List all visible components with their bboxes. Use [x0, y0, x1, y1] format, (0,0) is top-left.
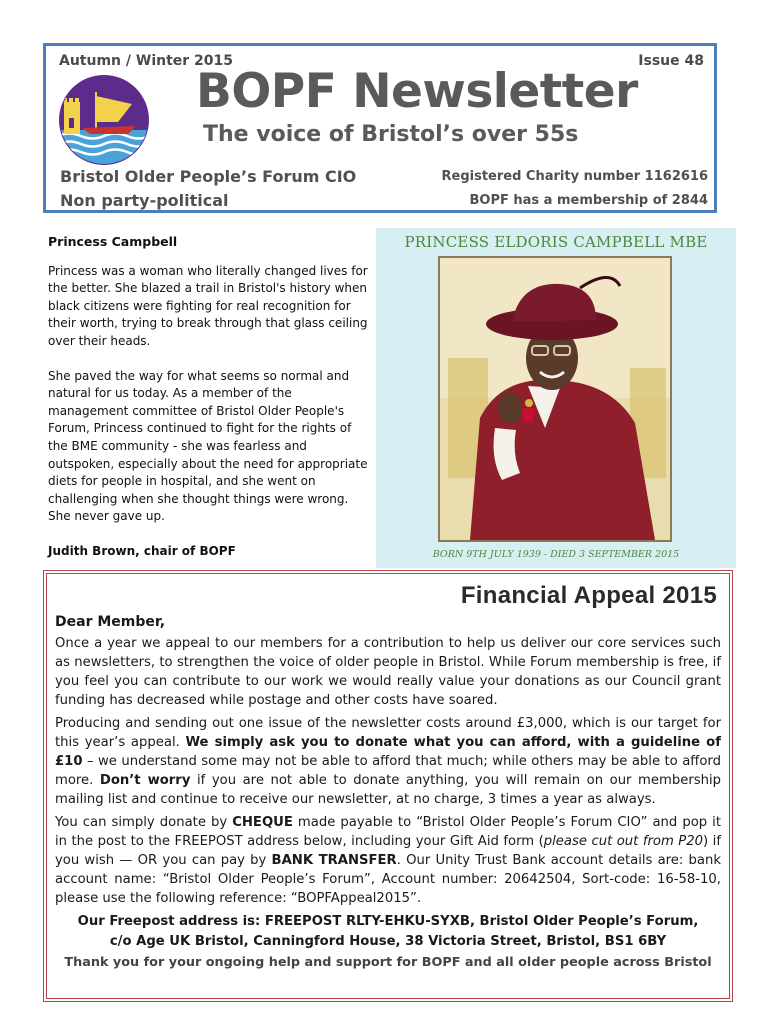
freepost-line-1: Our Freepost address is: FREEPOST RLTY-EHKU-SYXB, Bristol Older People’s Forum, — [77, 914, 699, 929]
appeal-title: Financial Appeal 2015 — [460, 582, 717, 609]
newsletter-title: BOPF Newsletter — [196, 64, 638, 119]
charity-number: Registered Charity number 1162616 — [441, 169, 708, 184]
tribute-paragraph-1: Princess was a woman who literally changed lives for the better. She blazed a trail in Bristol's history when black citizens were fighting for real recognition for their worth, trying to break through that glass ceiling over their heads. — [48, 263, 368, 348]
appeal-p2-guideline: We simply ask you to donate what you can afford, with a guideline of £10 — [55, 735, 721, 769]
issue-number: Issue 48 — [638, 53, 704, 69]
appeal-paragraph-1: Once a year we appeal to our members for a contribution to help us deliver our core services such as newsletters, to strengthen the voice of older people in Bristol. While Forum membership is free, if you feel you can contribute to our work we would really value your donations as our Council grant funding has decreased while postage and other costs have soared. — [55, 636, 721, 708]
appeal-p2-dont-worry: Don’t worry — [99, 773, 191, 788]
tribute-paragraph-2: She paved the way for what seems so normal and natural for us today. As a member of the management committee of Bristol Older People's Forum, Princess continued to fight for the rights of the BME community - she was fearless and outspoken, especially about the need for appropriate diets for people in hospital, and she went on challenging when she thought things were wrong. She never gave up. — [48, 368, 368, 524]
newsletter-subtitle: The voice of Bristol’s over 55s — [203, 122, 579, 147]
tribute-signature: Judith Brown, chair of BOPF — [48, 543, 236, 558]
freepost-address — [55, 912, 721, 952]
appeal-p3-bank-transfer: BANK TRANSFER — [271, 853, 397, 868]
appeal-p2-text-c: if you are not able to donate anything, you will remain on our membership mailing list and continue to receive our newsletter, at no charge, 3 times a year as always. — [55, 773, 722, 807]
appeal-p3-text-d: . Our Unity Trust Bank account details are: bank account name: “Bristol Older People’s Forum”, Account number: 20642504, Sort-code: 16-58-10, please use the following reference: “BOPFAppeal2015”. — [55, 853, 721, 906]
appeal-p3-text-a: You can simply donate by — [55, 815, 233, 830]
freepost-line-2: c/o Age UK Bristol, Canningford House, 38 Victoria Street, Bristol, BS1 6BY — [109, 934, 667, 949]
tribute-heading: Princess Campbell — [48, 234, 178, 249]
financial-appeal-box — [43, 570, 733, 1002]
non-party-label: Non party-political — [60, 191, 229, 210]
appeal-p3-text-c: ) if you wish — OR you can pay by — [55, 834, 721, 868]
appeal-p3-text-b: made payable to “Bristol Older People’s Forum CIO” and pop it in the post to the FREEPOST address below, including your Gift Aid form ( — [55, 815, 722, 849]
photo-caption-name: PRINCESS ELDORIS CAMPBELL MBE — [404, 233, 708, 251]
portrait-photo — [438, 256, 672, 542]
photo-caption-dates: BORN 9TH JULY 1939 - DIED 3 SEPTEMBER 2015 — [432, 549, 680, 560]
appeal-paragraph-3 — [55, 813, 721, 908]
organisation-name: Bristol Older People’s Forum CIO — [60, 167, 357, 186]
memorial-photo-panel — [376, 228, 736, 568]
edition-label: Autumn / Winter 2015 — [59, 53, 234, 69]
appeal-greeting: Dear Member, — [55, 614, 166, 630]
masthead — [43, 43, 717, 213]
bopf-ship-logo-icon — [58, 74, 150, 166]
appeal-p2-text-b: – we understand some may not be able to afford that much; while others may be able to afford more. — [55, 754, 721, 788]
appeal-p2-text-a: Producing and sending out one issue of the newsletter costs around £3,000, which is our target for this year’s appeal. — [55, 716, 721, 750]
appeal-paragraph-2 — [55, 714, 721, 809]
tribute-article — [48, 233, 372, 561]
appeal-thanks: Thank you for your ongoing help and support for BOPF and all older people across Bristol — [64, 955, 712, 970]
membership-count: BOPF has a membership of 2844 — [469, 193, 708, 208]
appeal-p3-cheque: CHEQUE — [232, 815, 293, 830]
appeal-p3-cutout-note: please cut out from P20 — [543, 834, 704, 849]
